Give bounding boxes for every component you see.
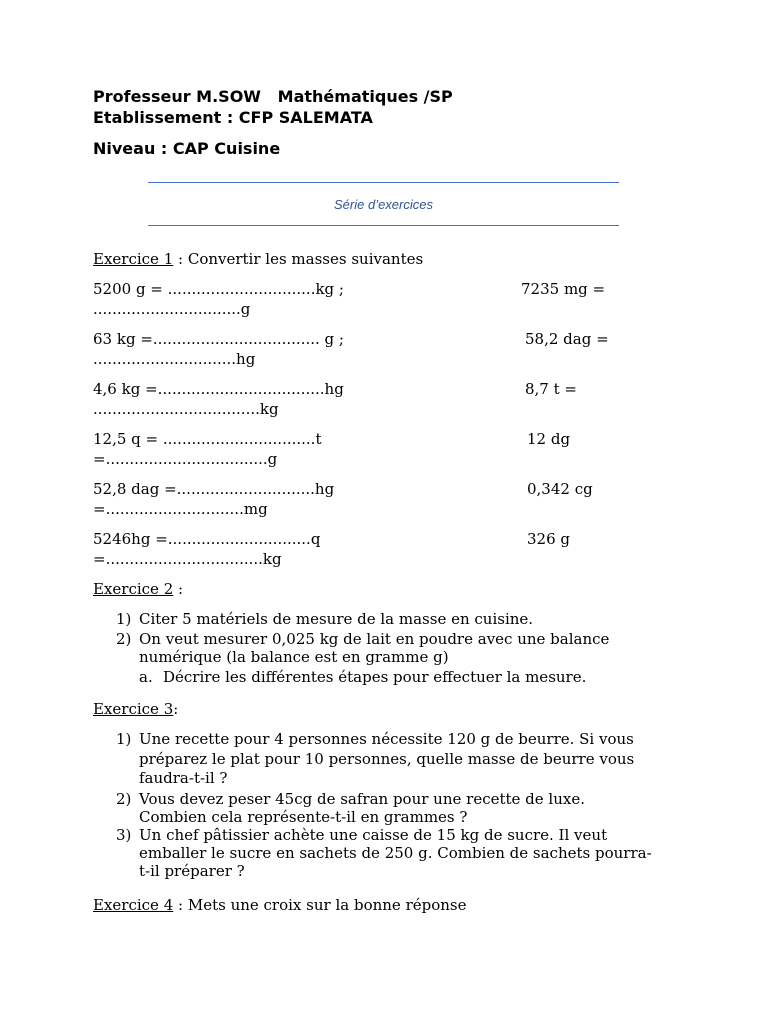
list-item <box>93 730 693 789</box>
conversion-right: 326 g <box>527 530 571 548</box>
item-text: faudra-t-il ? <box>139 769 228 787</box>
exercise-1-instruction: : Convertir les masses suivantes <box>173 250 424 268</box>
list-subitem <box>93 668 693 686</box>
item-text: Citer 5 matériels de mesure de la masse en cuisine. <box>139 610 534 628</box>
exercise-4-title <box>93 896 466 915</box>
exercise-3-list <box>93 730 693 789</box>
item-number: 1) <box>116 610 132 628</box>
exercise-2-title <box>93 580 183 599</box>
conversion-left: 4,6 kg =...................................hg <box>93 380 344 398</box>
item-text: numérique (la balance est en gramme g) <box>139 648 449 666</box>
conversion-right: 8,7 t = <box>525 380 577 398</box>
exercise-4-label: Exercice 4 <box>93 896 174 914</box>
conversion-left: 12,5 q = ................................t <box>93 430 322 448</box>
exercise-3-title <box>93 700 178 719</box>
exercise-3-list-cont <box>93 790 693 880</box>
exercise-2-list <box>93 610 693 686</box>
item-text: emballer le sucre en sachets de 250 g. Combien de sachets pourra- <box>139 844 652 862</box>
item-number: 2) <box>116 790 132 808</box>
item-text: Une recette pour 4 personnes nécessite 120 g de beurre. Si vous <box>139 730 634 748</box>
exercise-3-suffix: : <box>173 700 179 718</box>
conversion-left: 5246hg =..............................q <box>93 530 321 548</box>
conversion-answer-line: ...................................kg <box>93 400 279 418</box>
conversion-answer-line: ...............................g <box>93 300 251 318</box>
conversion-answer-line: =..................................g <box>93 450 278 468</box>
exercise-2-suffix: : <box>173 580 184 598</box>
top-rule <box>148 182 619 183</box>
conversion-right: 12 dg <box>527 430 571 448</box>
exercise-1-title <box>93 250 423 269</box>
conversion-right: 58,2 dag = <box>525 330 609 348</box>
conversion-answer-line: =.............................mg <box>93 500 268 518</box>
list-item <box>93 790 693 826</box>
item-text: Décrire les différentes étapes pour effectuer la mesure. <box>163 668 587 686</box>
exercise-4-instruction: : Mets une croix sur la bonne réponse <box>173 896 467 914</box>
item-number: 2) <box>116 630 132 648</box>
item-letter: a. <box>139 668 153 686</box>
exercise-2-label: Exercice 2 <box>93 580 174 598</box>
conversion-right: 0,342 cg <box>527 480 593 498</box>
conversion-answer-line: =.................................kg <box>93 550 282 568</box>
series-subtitle: Série d’exercices <box>334 197 433 212</box>
exercise-3-label: Exercice 3 <box>93 700 174 718</box>
exercise-1-label: Exercice 1 <box>93 250 174 268</box>
list-item <box>93 826 693 880</box>
bottom-rule <box>148 225 619 226</box>
teacher-subject-line: Professeur M.SOW Mathématiques /SP <box>93 87 453 106</box>
item-text: préparez le plat pour 10 personnes, quelle masse de beurre vous <box>139 749 635 768</box>
conversion-right: 7235 mg = <box>521 280 606 298</box>
conversion-left: 63 kg =................................... g ; <box>93 330 344 348</box>
item-text: On veut mesurer 0,025 kg de lait en poudre avec une balance <box>139 630 610 648</box>
conversion-left: 52,8 dag =.............................hg <box>93 480 335 498</box>
conversion-left: 5200 g = ...............................kg ; <box>93 280 344 298</box>
list-item <box>93 630 693 666</box>
item-number: 1) <box>116 730 132 748</box>
list-item <box>93 610 693 628</box>
item-number: 3) <box>116 826 132 844</box>
level-line: Niveau : CAP Cuisine <box>93 139 281 158</box>
school-line: Etablissement : CFP SALEMATA <box>93 108 373 127</box>
item-text: Vous devez peser 45cg de safran pour une recette de luxe. <box>139 790 585 808</box>
item-text: Combien cela représente-t-il en grammes ? <box>139 808 468 826</box>
item-text: Un chef pâtissier achète une caisse de 15 kg de sucre. Il veut <box>139 826 608 844</box>
item-text: t-il préparer ? <box>139 862 245 880</box>
conversion-answer-line: ..............................hg <box>93 350 256 368</box>
